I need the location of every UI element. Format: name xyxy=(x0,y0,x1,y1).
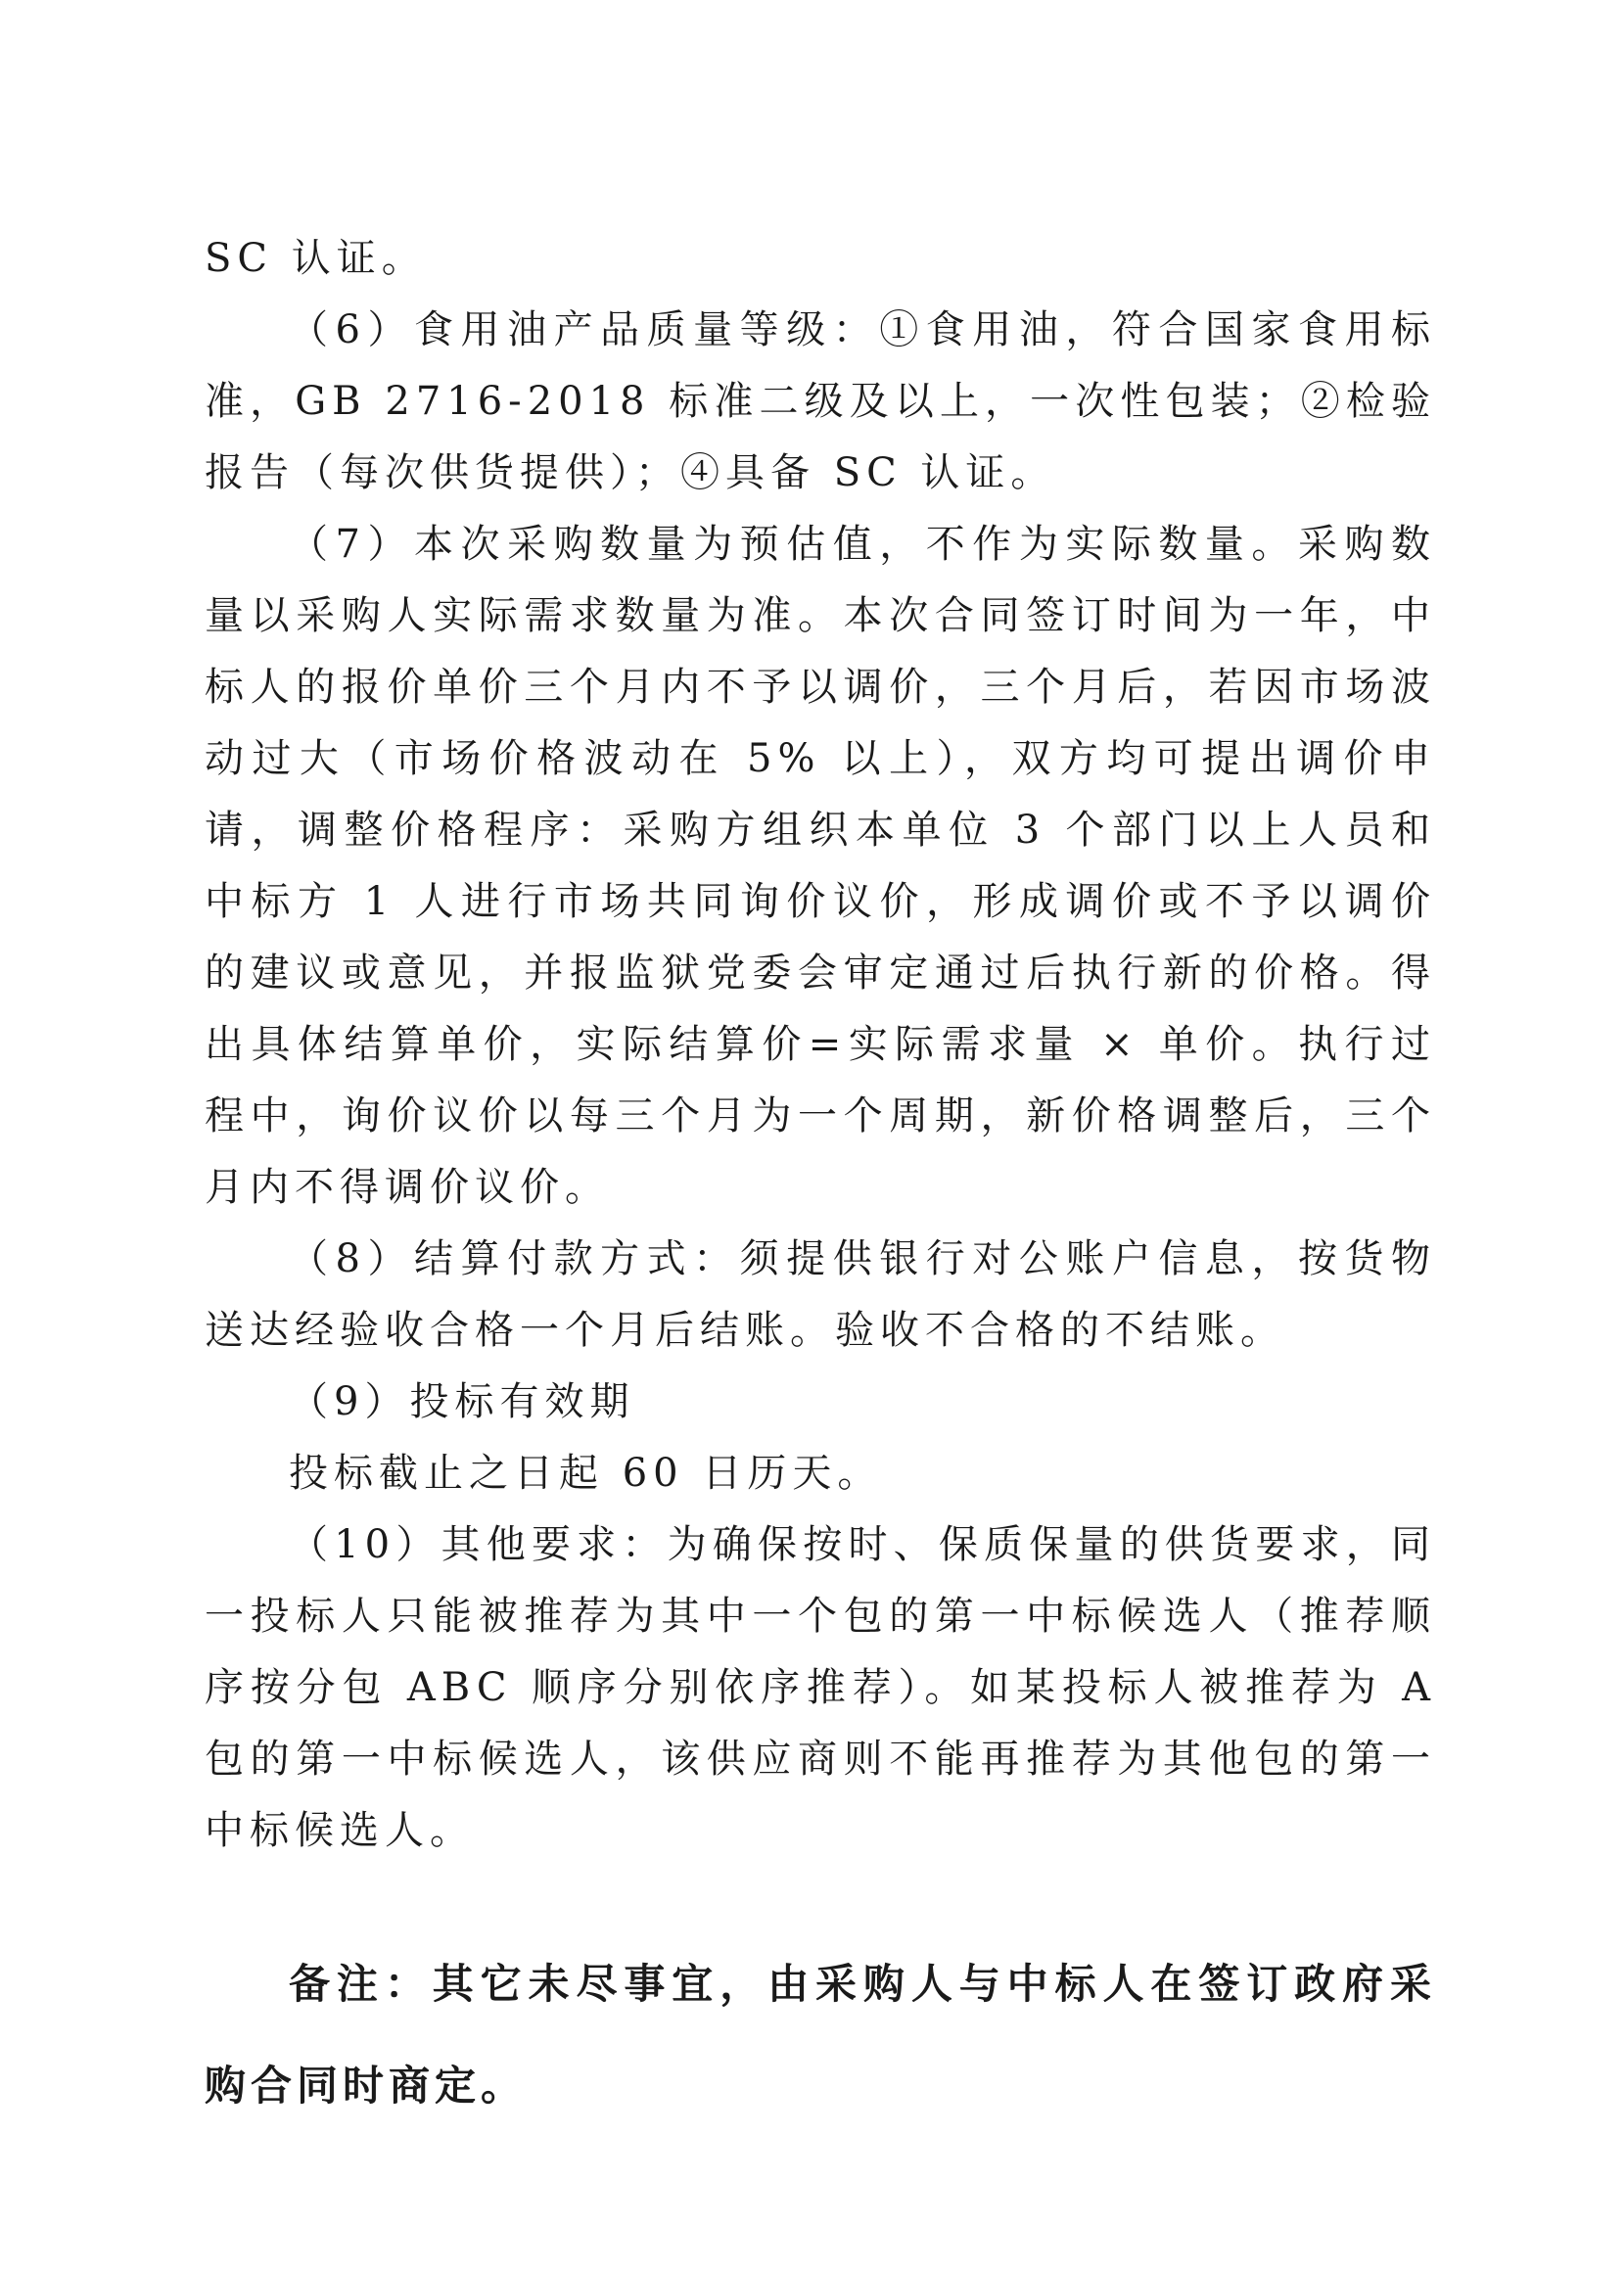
paragraph-item-9-validity-heading: （9）投标有效期 xyxy=(289,1379,635,1424)
remark-paragraph: 备注：其它未尽事宜，由采购人与中标人在签订政府采购合同时商定。 xyxy=(205,1960,1436,2110)
paragraph-item-8-payment: （8）结算付款方式：须提供银行对公账户信息，按货物送达经验收合格一个月后结账。验收不合格的不结账。 xyxy=(205,1236,1436,1353)
paragraph-sc-certification-end: SC 认证。 xyxy=(205,236,427,281)
paragraph-item-6-cooking-oil: （6）食用油产品质量等级：①食用油，符合国家食用标准，GB 2716-2018 标准二级及以上，一次性包装；②检验报告（每次供货提供）；④具备 SC 认证。 xyxy=(205,307,1436,495)
document-body xyxy=(205,223,1436,2178)
paragraph-item-10-other-requirements: （10）其他要求：为确保按时、保质保量的供货要求，同一投标人只能被推荐为其中一个包的第一中标候选人（推荐顺序按分包 ABC 顺序分别依序推荐）。如某投标人被推荐为 A 包的第一中标候选人，该供应商则不能再推荐为其他包的第一中标候选人。 xyxy=(205,1522,1436,1853)
paragraph-item-7-quantity-pricing: （7）本次采购数量为预估值，不作为实际数量。采购数量以采购人实际需求数量为准。本次合同签订时间为一年，中标人的报价单价三个月内不予以调价，三个月后，若因市场波动过大（市场价格波动在 5% 以上），双方均可提出调价申请，调整价格程序：采购方组织本单位 3 个部门以上人员和中标方 1 人进行市场共同询价议价，形成调价或不予以调价的建议或意见，并报监狱党委会审定通过后执行新的价格。得出具体结算单价，实际结算价=实际需求量 × 单价。执行过程中，询价议价以每三个月为一个周期，新价格调整后，三个月内不得调价议价。 xyxy=(205,522,1436,1210)
paragraph-item-9-validity-detail: 投标截止之日起 60 日历天。 xyxy=(289,1451,883,1496)
